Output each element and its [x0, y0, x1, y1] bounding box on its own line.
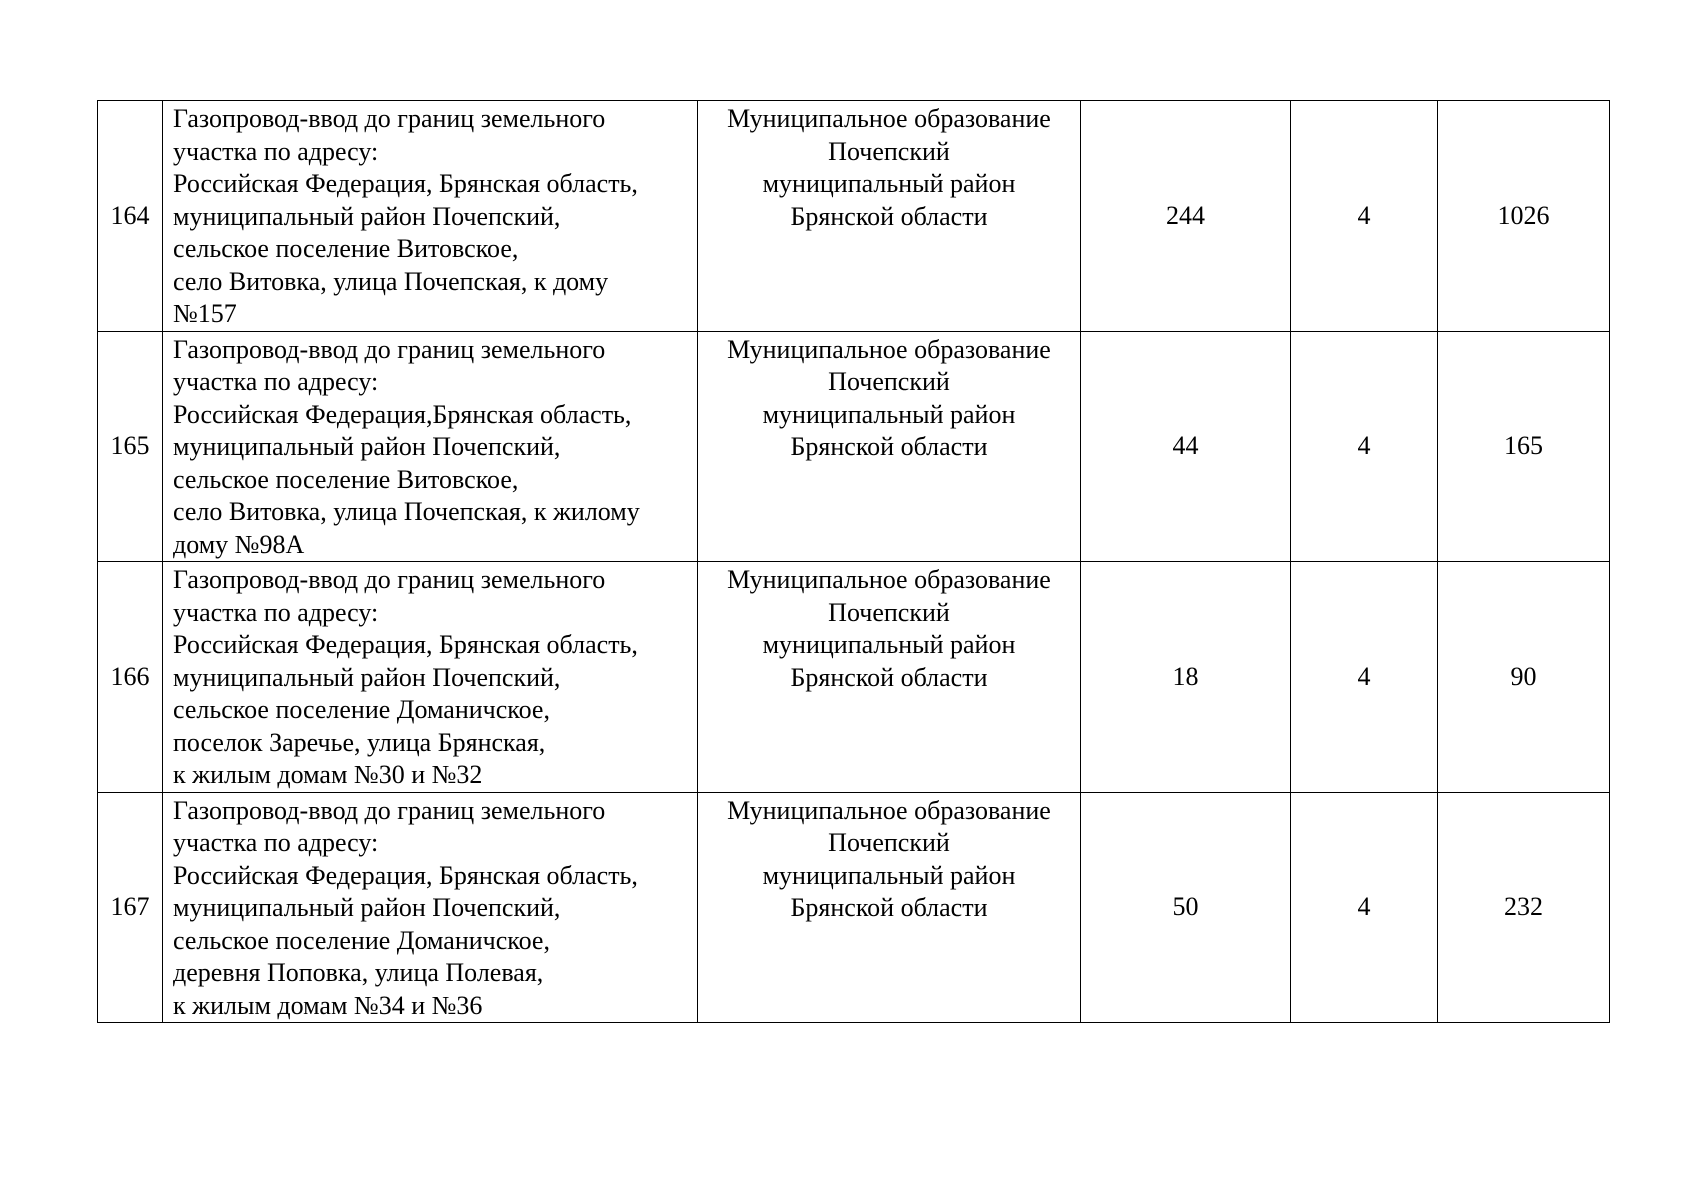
owner-line: Почепский — [828, 367, 950, 396]
description-line: муниципальный район Почепский, — [173, 662, 561, 692]
owner-line: Муниципальное образование — [727, 334, 1051, 364]
category-value: 4 — [1291, 331, 1438, 562]
description-line: к жилым домам №30 и №32 — [173, 760, 483, 789]
description-line: к жилым домам №34 и №36 — [173, 990, 483, 1020]
description-line: Газопровод-ввод до границ земельного — [173, 104, 606, 133]
description-line: муниципальный район Почепский, — [173, 432, 561, 461]
description-line: Российская Федерация, Брянская область, — [173, 630, 638, 659]
description-line: Российская Федерация, Брянская область, — [173, 169, 638, 198]
category-value: 4 — [1291, 101, 1438, 332]
area-value: 232 — [1438, 792, 1610, 1023]
description-line: муниципальный район Почепский, — [173, 201, 561, 231]
owner-line: Муниципальное образование — [727, 795, 1051, 825]
object-description — [163, 331, 698, 562]
owner-line: муниципальный район — [762, 169, 1016, 198]
description-line: участка по адресу: — [173, 828, 379, 857]
description-line: село Витовка, улица Почепская, к жилому — [173, 497, 640, 526]
description-line: сельское поселение Доманичское, — [173, 695, 550, 724]
description-line: участка по адресу: — [173, 136, 379, 166]
owner-line: муниципальный район — [762, 630, 1016, 659]
owner-line: Почепский — [828, 828, 950, 857]
row-number: 164 — [98, 101, 163, 332]
owner-line: муниципальный район — [762, 860, 1016, 890]
row-number: 167 — [98, 792, 163, 1023]
owner-cell — [698, 562, 1081, 793]
table-row — [98, 562, 1610, 793]
description-line: участка по адресу: — [173, 597, 379, 627]
description-line: муниципальный район Почепский, — [173, 893, 561, 922]
description-line: участка по адресу: — [173, 367, 379, 396]
table-row — [98, 792, 1610, 1023]
description-line: Газопровод-ввод до границ земельного — [173, 795, 606, 825]
object-description — [163, 792, 698, 1023]
category-value: 4 — [1291, 562, 1438, 793]
description-line: Российская Федерация, Брянская область, — [173, 860, 638, 890]
description-line: сельское поселение Доманичское, — [173, 925, 550, 955]
description-line: Газопровод-ввод до границ земельного — [173, 334, 606, 364]
length-value: 44 — [1081, 331, 1291, 562]
description-line: №157 — [173, 299, 237, 328]
owner-line: Брянской области — [790, 893, 988, 922]
description-line: сельское поселение Витовское, — [173, 234, 519, 263]
description-line: Газопровод-ввод до границ земельного — [173, 565, 606, 594]
table-row — [98, 101, 1610, 332]
owner-line: Брянской области — [790, 662, 988, 692]
owner-cell — [698, 331, 1081, 562]
description-line: поселок Заречье, улица Брянская, — [173, 727, 546, 757]
owner-line: Почепский — [828, 597, 950, 627]
owner-line: Муниципальное образование — [727, 565, 1051, 594]
row-number: 166 — [98, 562, 163, 793]
owner-line: Брянской области — [790, 201, 988, 231]
length-value: 244 — [1081, 101, 1291, 332]
category-value: 4 — [1291, 792, 1438, 1023]
description-line: село Витовка, улица Почепская, к дому — [173, 266, 609, 296]
owner-cell — [698, 101, 1081, 332]
length-value: 50 — [1081, 792, 1291, 1023]
owner-cell — [698, 792, 1081, 1023]
area-value: 90 — [1438, 562, 1610, 793]
gas-pipeline-registry-table — [97, 100, 1610, 1023]
length-value: 18 — [1081, 562, 1291, 793]
area-value: 165 — [1438, 331, 1610, 562]
description-line: Российская Федерация,Брянская область, — [173, 399, 632, 429]
owner-line: Брянской области — [790, 432, 988, 461]
row-number: 165 — [98, 331, 163, 562]
owner-line: Муниципальное образование — [727, 104, 1051, 133]
object-description — [163, 562, 698, 793]
area-value: 1026 — [1438, 101, 1610, 332]
description-line: сельское поселение Витовское, — [173, 464, 519, 494]
owner-line: муниципальный район — [762, 399, 1016, 429]
table-row — [98, 331, 1610, 562]
owner-line: Почепский — [828, 136, 950, 166]
description-line: дому №98А — [173, 529, 305, 559]
object-description — [163, 101, 698, 332]
description-line: деревня Поповка, улица Полевая, — [173, 958, 544, 987]
